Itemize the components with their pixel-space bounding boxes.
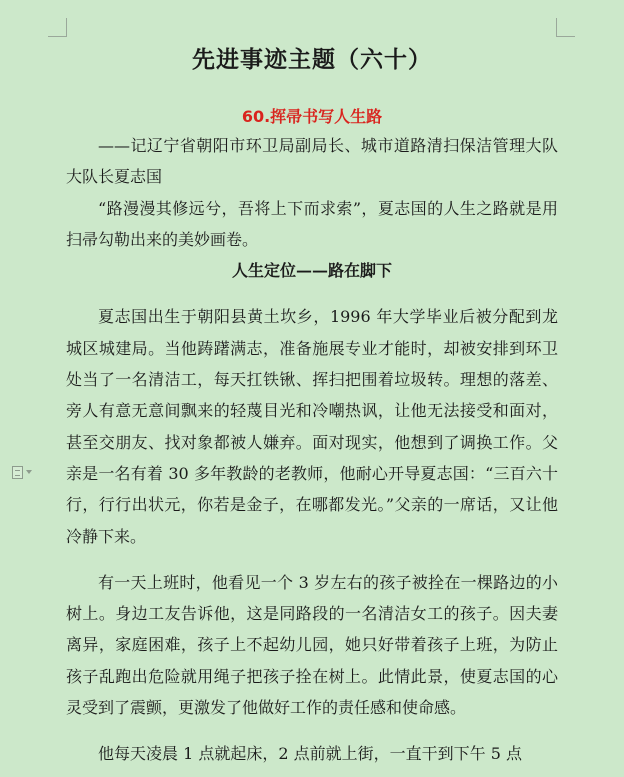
chevron-down-icon — [26, 470, 32, 474]
document-body[interactable] — [66, 40, 558, 770]
body-paragraph: 有一天上班时，他看见一个 3 岁左右的孩子被拴在一棵路边的小树上。身边工友告诉他，这是同路段的一名清洁女工的孩子。因夫妻离异，家庭困难，孩子上不起幼儿园，她只好带着孩子上班，为防止孩子乱跑出危险就用绳子把孩子拴在树上。此情此景，使夏志国的心灵受到了震颤，更激发了他做好工作的责任感和使命感。 — [66, 572, 558, 718]
intro-paragraph: “路漫漫其修远兮，吾将上下而求索”，夏志国的人生之路就是用扫帚勾勒出来的美妙画卷。 — [66, 198, 558, 249]
section-heading: 人生定位——路在脚下 — [231, 261, 392, 281]
document-title: 先进事迹主题（六十） — [192, 46, 432, 73]
body-paragraph: 他每天凌晨 1 点就起床，2 点前就上街，一直干到下午 5 点 — [98, 744, 522, 764]
body-paragraph: 夏志国出生于朝阳县黄土坎乡，1996 年大学毕业后被分配到龙城区城建局。当他踌躇满志，准备施展专业才能时，却被安排到环卫处当了一名清洁工，每天扛铁锹、挥扫把围着垃圾转。理想的落差、旁人有意无意间飘来的轻蔑目光和冷嘲热讽，让他无法接受和面对，甚至交朋友、找对象都被人嫌弃。面对现实，他想到了调换工作。父亲是一名有着 30 多年教龄的老教师，他耐心开导夏志国：“三百六十行，行行出状元，你若是金子，在哪都发光。”父亲的一席话，又让他冷静下来。 — [66, 307, 558, 546]
byline-paragraph: ——记辽宁省朝阳市环卫局副局长、城市道路清扫保洁管理大队大队长夏志国 — [66, 136, 558, 187]
document-options-icon[interactable] — [12, 465, 38, 479]
document-subtitle: 60.挥帚书写人生路 — [241, 107, 383, 126]
page-glyph-icon — [12, 466, 23, 479]
crop-mark-top-left — [48, 18, 67, 37]
crop-mark-top-right — [556, 18, 575, 37]
